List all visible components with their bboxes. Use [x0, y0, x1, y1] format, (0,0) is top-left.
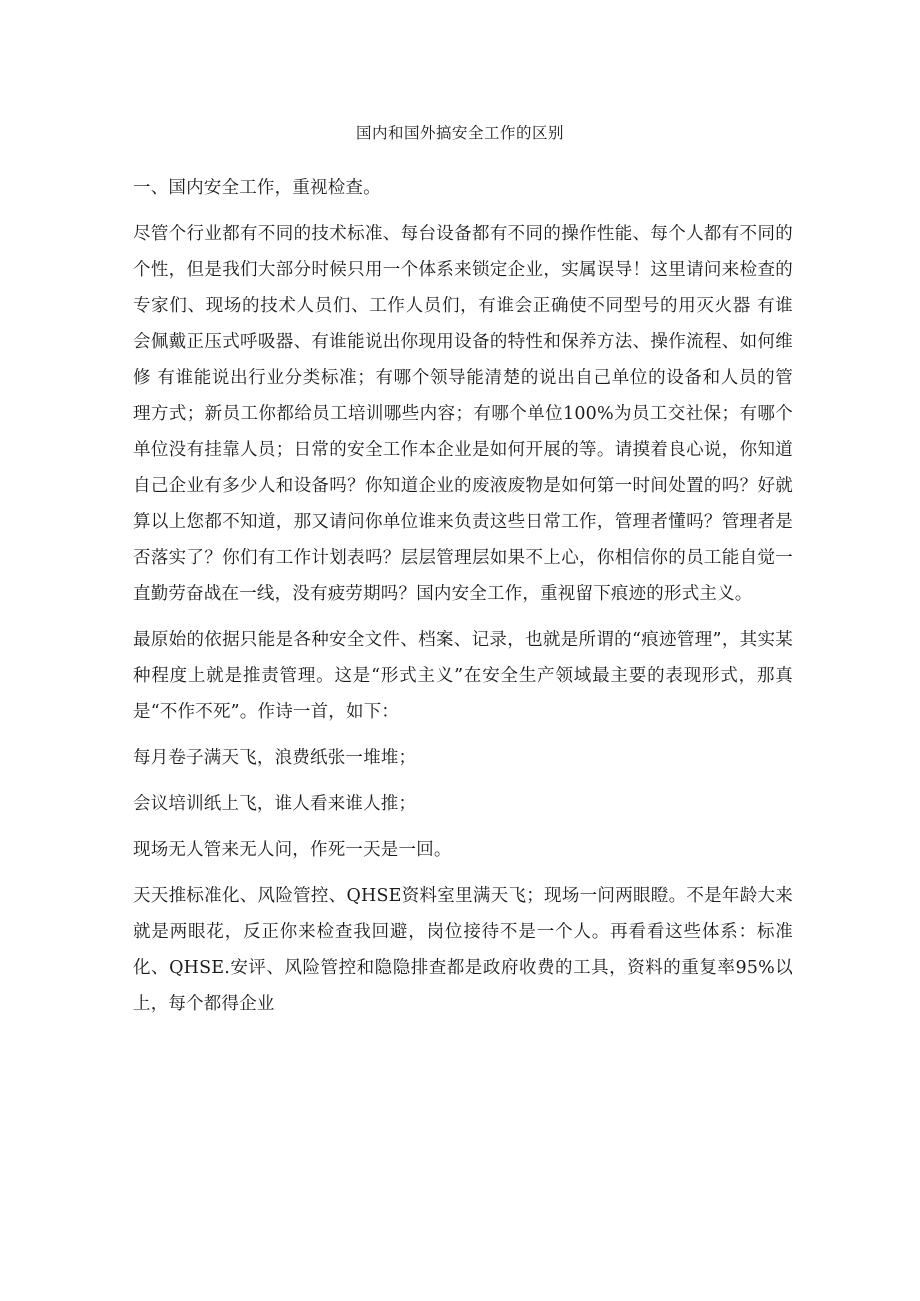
paragraph-trace-management: 最原始的依据只能是各种安全文件、档案、记录，也就是所谓的“痕迹管理”，其实某种程度上就是推责管理。这是“形式主义”在安全生产领域最主要的表现形式，那真是“不作不死”。作诗一首，如下： — [133, 630, 793, 722]
poem-line-3: 现场无人管来无人问，作死一天是一回。 — [133, 840, 452, 860]
paragraph-standardization-critique: 天天推标准化、风险管控、QHSE资料室里满天飞；现场一问两眼瞪。不是年龄大来就是两眼花，反正你来检查我回避，岗位接待不是一个人。再看看这些体系：标准化、QHSE.安评、风险管控和隐隐排查都是政府收费的工具，资料的重复率95%以上，每个都得企业 — [133, 886, 793, 1014]
paragraph-inspection-critique: 尽管个行业都有不同的技术标准、每台设备都有不同的操作性能、每个人都有不同的个性，但是我们大部分时候只用一个体系来锁定企业，实属误导！这里请问来检查的专家们、现场的技术人员们、工作人员们，有谁会正确使不同型号的用灭火器 有谁会佩戴正压式呼吸器、有谁能说出你现用设备的特性和保养方法、操作流程、如何维修 有谁能说出行业分类标准；有哪个领导能清楚的说出自己单位的设备和人员的管理方式；新员工你都给员工培训哪些内容；有哪个单位100%为员工交社保；有哪个单位没有挂靠人员；日常的安全工作本企业是如何开展的等。请摸着良心说，你知道自己企业有多少人和设备吗？你知道企业的废液废物是如何第一时间处置的吗？好就算以上您都不知道，那又请问你单位谁来负责这些日常工作，管理者懂吗？管理者是否落实了？你们有工作计划表吗？层层管理层如果不上心，你相信你的员工能自觉一直勤劳奋战在一线，没有疲劳期吗？国内安全工作，重视留下痕迹的形式主义。 — [133, 224, 793, 604]
document-body — [133, 170, 793, 1022]
paragraph-section-heading: 一、国内安全工作，重视检查。 — [133, 178, 381, 198]
poem-line-2: 会议培训纸上飞，谁人看来谁人推； — [133, 794, 417, 814]
document-title: 国内和国外搞安全工作的区别 — [355, 124, 564, 142]
poem-line-1: 每月卷子满天飞，浪费纸张一堆堆； — [133, 748, 417, 768]
